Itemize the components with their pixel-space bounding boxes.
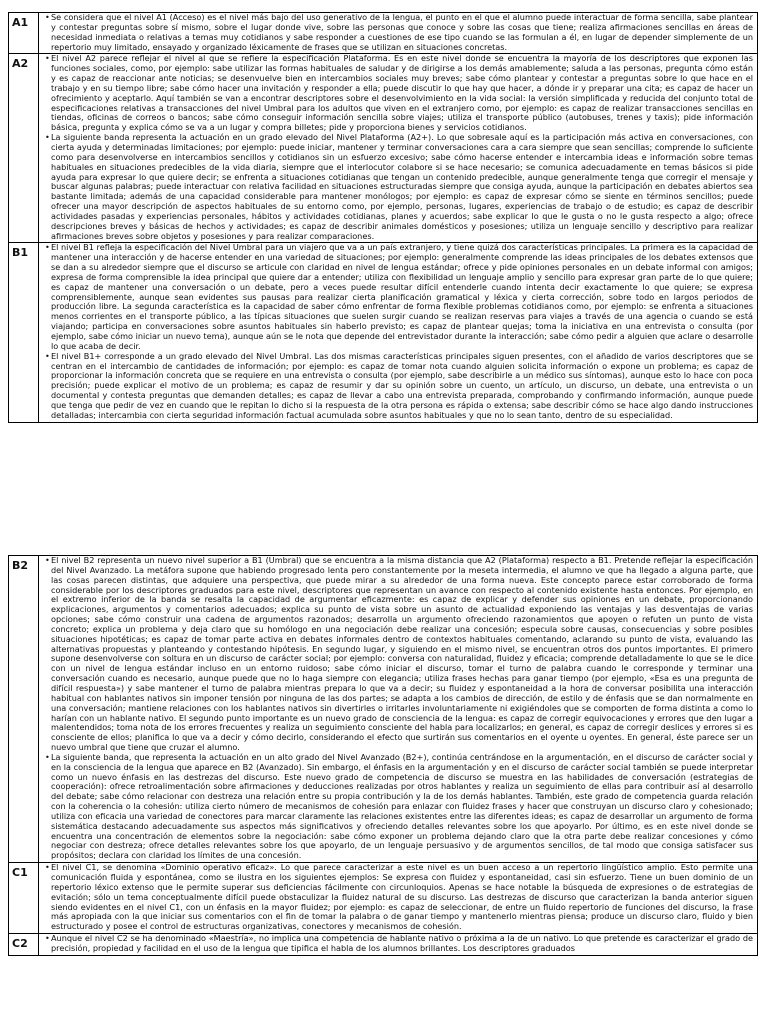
level-label: C2 <box>9 934 39 956</box>
level-description <box>39 13 758 54</box>
level-description <box>39 556 758 863</box>
table-row <box>9 243 758 422</box>
table-row <box>9 556 758 863</box>
level-label: A2 <box>9 54 39 243</box>
list-item: • Se considera que el nivel A1 (Acceso) es el nivel más bajo del uso generativo de la lengua, el punto en el que el alumno puede interactuar de forma sencilla, sabe plantear y contestar preguntas sobre sí mismo, sobre el lugar donde vive, sobre las personas que conoce y sobre las cosas que tiene; realiza afirmaciones sencillas en áreas de necesidad inmediata o relativas a temas muy cotidianos y sabe responder a cuestiones de ese tipo cuando se las formulan a él, en lugar de depender simplemente de un repertorio muy limitado, ensayado y organizado léxicamente de frases que se utilizan en situaciones concretas. <box>43 13 753 52</box>
level-description <box>39 243 758 422</box>
table-row <box>9 934 758 956</box>
list-item: • La siguiente banda representa la actuación en un grado elevado del Nivel Plataforma (A2+). Lo que sobresale aquí es la participación más activa en conversaciones, con cierta ayuda y determinadas limitaciones; por ejemplo: puede iniciar, mantener y terminar conversaciones cara a cara siempre que sean sencillas; comprende lo suficiente como para desenvolverse en intercambios sencillos y cotidianos sin un esfuerzo excesivo; sabe cómo hacerse entender e intercambia ideas e información sobre temas habituales en situaciones predecibles de la vida diaria, siempre que el interlocutor colabore si se hace necesario; se comunica adecuadamente en temas básicos si pide ayuda para expresar lo que quiere decir; se enfrenta a situaciones cotidianas que tengan un contenido predecible, aunque generalmente tenga que corregir el mensaje y buscar algunas palabras; puede interactuar con relativa facilidad en situaciones estructuradas siempre que consiga ayuda, aunque la participación en debates abiertos sea bastante limitada; además de una capacidad considerable para mantener monólogos; por ejemplo: es capaz de expresar cómo se siente en términos sencillos; puede ofrecer una mayor descripción de aspectos habituales de su entorno como, por ejemplo, personas, lugares, experiencias de trabajo o de estudio; es capaz de describir actividades pasadas y experiencias personales, hábitos y actividades cotidianas, planes y acuerdos; sabe explicar lo que le gusta o no le gusta respecto a algo; ofrece descripciones breves y básicas de hechos y actividades; es capaz de describir animales domésticos y posesiones; utiliza un lenguaje sencillo y descriptivo para realizar afirmaciones breves sobre objetos y posesiones y para realizar comparaciones. <box>43 133 753 241</box>
levels-table-page-2 <box>8 555 758 956</box>
level-label: C1 <box>9 863 39 934</box>
level-description <box>39 863 758 934</box>
level-label: B1 <box>9 243 39 422</box>
level-label: B2 <box>9 556 39 863</box>
list-item: • Aunque el nivel C2 se ha denominado «Maestría», no implica una competencia de hablante nativo o próxima a la de un nativo. Lo que pretende es caracterizar el grado de precisión, propiedad y facilidad en el uso de la lengua que tipifica el habla de los alumnos brillantes. Los descriptores graduados <box>43 934 753 954</box>
table-row <box>9 13 758 54</box>
table-row <box>9 863 758 934</box>
table-row <box>9 54 758 243</box>
list-item: • El nivel A2 parece reflejar el nivel al que se refiere la especificación Plataforma. Es en este nivel donde se encuentra la mayoría de los descriptores que exponen las funciones sociales, como, por ejemplo: sabe utilizar las formas habituales de saludar y de dirigirse a los demás amablemente; saluda a las personas, pregunta cómo están y es capaz de reaccionar ante noticias; se desenvuelve bien en intercambios sociales muy breves; sabe cómo plantear y contestar a preguntas sobre lo que hace en el trabajo y en su tiempo libre; sabe cómo hacer una invitación y responder a ella; puede discutir lo que hay que hacer, a dónde ir y preparar una cita; es capaz de hacer un ofrecimiento y aceptarlo. Aquí también se van a encontrar descriptores sobre el desenvolvimiento en la vida social: la versión simplificada y reducida del conjunto total de especificaciones relativas a transacciones del nivel Umbral para los adultos que viven en el extranjero como, por ejemplo: es capaz de realizar transacciones sencillas en tiendas, oficinas de correos o bancos; sabe cómo conseguir información sencilla sobre viajes; utiliza el transporte público (autobuses, trenes y taxis); pide información básica, pregunta y explica cómo se va a un lugar y compra billetes; pide y proporciona bienes y servicios cotidianos. <box>43 54 753 133</box>
list-item: • El nivel C1, se denomina «Dominio operativo eficaz». Lo que parece caracterizar a este nivel es un buen acceso a un repertorio lingüístico amplio. Esto permite una comunicación fluida y espontánea, como se ilustra en los siguientes ejemplos: Se expresa con fluidez y espontaneidad, casi sin esfuerzo. Tiene un buen dominio de un repertorio léxico extenso que le permite superar sus deficiencias fácilmente con circunloquios. Apenas se hace notable la búsqueda de expresiones o de estrategias de evitación; sólo un tema conceptualmente difícil puede obstaculizar la fluidez natural de su discurso. Las destrezas de discurso que caracterizan la banda anterior siguen siendo evidentes en el nivel C1, con un énfasis en la mayor fluidez; por ejemplo: es capaz de seleccionar, de entre un fluido repertorio de funciones del discurso, la frase más apropiada con la que iniciar sus comentarios con el fin de tomar la palabra o de ganar tiempo y mantenerlo mientras piensa; produce un discurso claro, fluido y bien estructurado y posee el control de estructuras organizativas, conectores y mecanismos de cohesión. <box>43 863 753 932</box>
level-description <box>39 934 758 956</box>
level-label: A1 <box>9 13 39 54</box>
list-item: • El nivel B1+ corresponde a un grado elevado del Nivel Umbral. Las dos mismas características principales siguen presentes, con el añadido de varios descriptores que se centran en el intercambio de cantidades de información; por ejemplo: es capaz de tomar nota cuando alguien solicita información o expone un problema; es capaz de proporcionar la información concreta que se requiere en una entrevista o consulta (por ejemplo, sabe describirle a un médico sus síntomas), aunque esto lo hace con poca precisión; puede explicar el motivo de un problema; es capaz de resumir y dar su opinión sobre un cuento, un artículo, un discurso, un debate, una entrevista o un documental y contesta preguntas que demanden detalles; es capaz de llevar a cabo una entrevista preparada, comprobando y confirmando información, aunque puede que tenga que pedir de vez en cuando que le repitan lo dicho si la respuesta de la otra persona es rápida o extensa; sabe describir cómo se hace algo dando instrucciones detalladas; intercambia con cierta seguridad información factual acumulada sobre asuntos habituales y que no lo sean tanto, dentro de su especialidad. <box>43 352 753 421</box>
level-description <box>39 54 758 243</box>
list-item: • El nivel B1 refleja la especificación del Nivel Umbral para un viajero que va a un país extranjero, y tiene quizá dos características principales. La primera es la capacidad de mantener una interacción y de hacerse entender en una variedad de situaciones; por ejemplo: generalmente comprende las ideas principales de los debates extensos que se dan a su alrededor siempre que el discurso se articule con claridad en nivel de lengua estándar; ofrece y pide opiniones personales en un debate informal con amigos; expresa de forma comprensible la idea principal que quiere dar a entender; utiliza con flexibilidad un lenguaje amplio y sencillo para expresar gran parte de lo que quiere; es capaz de mantener una conversación o un debate, pero a veces puede resultar difícil entenderle cuando intenta decir exactamente lo que quiere; se expresa comprensiblemente, aunque sean evidentes sus pausas para realizar cierta planificación gramatical y léxica y cierta corrección, sobre todo en largos periodos de producción libre. La segunda característica es la capacidad de saber cómo enfrentar de forma flexible problemas cotidianos como, por ejemplo: se enfrenta a situaciones menos corrientes en el transporte público, a las típicas situaciones que suelen surgir cuando se realizan reservas para viajes a través de una agencia o cuando se está viajando; participa en conversaciones sobre asuntos habituales sin haberlo previsto; es capaz de plantear quejas; toma la iniciativa en una entrevista o consulta (por ejemplo, sabe cómo iniciar un nuevo tema), aunque aún se le nota que depende del entrevistador durante la interacción; sabe cómo pedir a alguien que aclare o desarrolle lo que acaba de decir. <box>43 243 753 351</box>
list-item: • El nivel B2 representa un nuevo nivel superior a B1 (Umbral) que se encuentra a la misma distancia que A2 (Plataforma) respecto a B1. Pretende reflejar la especificación del Nivel Avanzado. La metáfora supone que habiendo progresado lenta pero constantemente por la meseta intermedia, el alumno ve que ha llegado a alguna parte, que las cosas parecen distintas, que adquiere una perspectiva, que puede mirar a su alrededor de una forma nueva. Este concepto parece estar corroborado de forma considerable por los descriptores graduados para este nivel, descriptores que representan un avance con respecto al contenido existente hasta entonces. Por ejemplo, en el extremo inferior de la banda se resalta la capacidad de argumentar eficazmente: es capaz de explicar y defender sus opiniones en un debate, proporcionando explicaciones, argumentos y comentarios adecuados; explica su punto de vista sobre un asunto de actualidad exponiendo las ventajas y las desventajas de varias opciones; sabe cómo construir una cadena de argumentos razonados; desarrolla un argumento ofreciendo razonamientos que apoyen o refuten un punto de vista concreto; explica un problema y deja claro que su homólogo en una negociación debe realizar una concesión; especula sobre causas, consecuencias y sobre posibles situaciones hipotéticas; es capaz de tomar parte activa en debates informales dentro de contextos habituales comentando, aclarando su punto de vista, evaluando las alternativas propuestas y planteando y contestando hipótesis. En segundo lugar, y siguiendo en el mismo nivel, se encuentran otros dos puntos importantes. El primero supone desenvolverse con soltura en un discurso de carácter social; por ejemplo: conversa con naturalidad, fluidez y eficacia; comprende detalladamente lo que se le dice con un nivel de lengua estándar incluso en un entorno ruidoso; sabe cómo iniciar el discurso, tomar el turno de palabra cuando le corresponde y terminar una conversación cuando es necesario, aunque puede que no lo haga siempre con elegancia; utiliza frases hechas para ganar tiempo (por ejemplo, «Esa es una pregunta de difícil respuesta») y sabe mantener el turno de palabra mientras prepara lo que va a decir; su fluidez y espontaneidad a la hora de conversar posibilita una interacción habitual con hablantes nativos sin imponer tensión por ninguna de las dos partes; se adapta a los cambios de dirección, de estilo y de énfasis que se dan normalmente en una conversación; mantiene relaciones con los hablantes nativos sin divertirles o irritarles involuntariamente ni exigiéndoles que se comporten de forma distinta a como lo harían con un hablante nativo. El segundo punto importante es un nuevo grado de consciencia de la lengua: es capaz de corregir equivocaciones y errores que den lugar a malentendidos; toma nota de los errores frecuentes y realiza un seguimiento consciente del habla para localizarlos; en general, es capaz de corregir deslices y errores si es consciente de ellos; planifica lo que va a decir y cómo decirlo, considerando el efecto que surtirán sus comentarios en el oyente u oyentes. En general, éste parece ser un nuevo umbral que tiene que cruzar el alumno. <box>43 556 753 753</box>
levels-table-page-1 <box>8 12 758 423</box>
list-item: • La siguiente banda, que representa la actuación en un alto grado del Nivel Avanzado (B2+), continúa centrándose en la argumentación, en el discurso de carácter social y en la consciencia de la lengua que aparece en B2 (Avanzado). Sin embargo, el énfasis en la argumentación y en el discurso de carácter social también se puede interpretar como un nuevo énfasis en las destrezas del discurso. Este nuevo grado de competencia de discurso se muestra en las habilidades de conversación (estrategias de cooperación): ofrece retroalimentación sobre afirmaciones y deducciones realizadas por otros hablantes y realiza un seguimiento de ellas para contribuir así al desarrollo del debate; sabe cómo relacionar con destreza una relación entre su propia contribución y la de los demás hablantes. También, este grado de competencia guarda relación con la coherencia o la cohesión: utiliza cierto número de mecanismos de cohesión para enlazar con fluidez frases y hacer que construyan un discurso claro y cohesionado; utiliza con eficacia una variedad de conectores para marcar claramente las relaciones existentes entre las diferentes ideas; es capaz de desarrollar un argumento de forma sistemática destacando adecuadamente sus aspectos más significativos y ofreciendo detalles relevantes sobre los que apoyarlo. Por último, es en este nivel donde se encuentra una concentración de elementos sobre la negociación: sabe cómo exponer un problema dejando claro que la otra parte debe realizar concesiones y cómo negociar con destreza; ofrece detalles relevantes sobre los que apoyarlo, de un lenguaje persuasivo y de argumentos sencillos, de tal modo que consiga satisfacer sus propósitos; declara con claridad los límites de una concesión. <box>43 753 753 861</box>
